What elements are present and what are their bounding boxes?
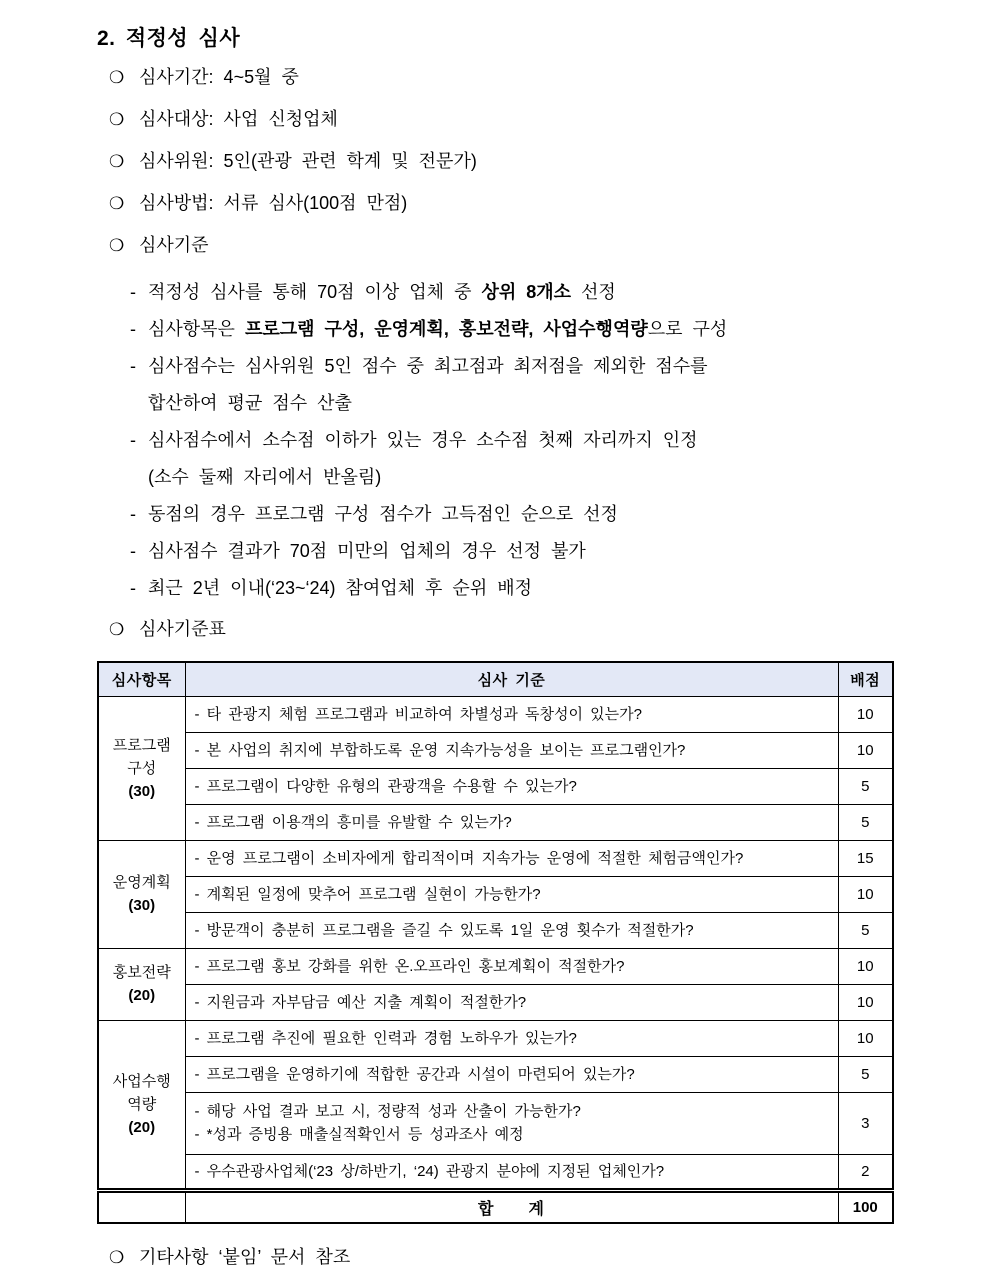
note-line: 심사점수 결과가 70점 미만의 업체의 경우 선정 불가 bbox=[148, 541, 586, 561]
dash-bullet: - bbox=[130, 282, 136, 302]
note-text-post: 으로 구성 bbox=[647, 319, 728, 339]
criterion-text: - 지원금과 자부담금 예산 지출 계획이 적절한가? bbox=[194, 993, 527, 1011]
points-cell: 5 bbox=[838, 1056, 893, 1092]
table-header-row bbox=[98, 662, 893, 696]
points-cell: 10 bbox=[838, 1020, 893, 1056]
criteria-note-text bbox=[148, 274, 954, 311]
category-label: 운영계획 bbox=[112, 874, 171, 891]
note-text-bold: 프로그램 구성, 운영계획, 홍보전략, 사업수행역량 bbox=[244, 319, 648, 339]
criterion-text: - 해당 사업 결과 보고 시, 정량적 성과 산출이 가능한가? bbox=[194, 1103, 581, 1120]
category-label: 프로그램 bbox=[112, 736, 171, 754]
criterion-cell bbox=[185, 1154, 838, 1190]
criteria-note-text bbox=[148, 570, 954, 607]
points-cell: 5 bbox=[838, 912, 893, 948]
note-text-pre: 심사항목은 bbox=[148, 319, 245, 339]
category-label: 사업수행 bbox=[112, 1072, 171, 1090]
criterion-text: - 프로그램 이용객의 흥미를 유발할 수 있는가? bbox=[194, 813, 512, 831]
footer-note bbox=[97, 1244, 954, 1271]
overview-item bbox=[97, 232, 954, 259]
table-row bbox=[98, 1154, 893, 1190]
criterion-cell bbox=[185, 1056, 838, 1092]
category-cell bbox=[98, 1020, 185, 1190]
points-cell: 10 bbox=[838, 696, 893, 732]
criterion-text: - 프로그램을 운영하기에 적합한 공간과 시설이 마련되어 있는가? bbox=[194, 1065, 635, 1083]
criteria-note bbox=[130, 422, 954, 496]
criterion-text: - 계획된 일정에 맞추어 프로그램 실현이 가능한가? bbox=[194, 885, 541, 903]
note-line: 심사점수는 심사위원 5인 점수 중 최고점과 최저점을 제외한 점수를 bbox=[148, 356, 708, 376]
criteria-note-text bbox=[148, 348, 954, 422]
circle-bullet-icon: ❍ bbox=[109, 236, 125, 255]
note-text-pre: 적정성 심사를 통해 70점 이상 업체 중 bbox=[148, 282, 482, 302]
circle-bullet-icon: ❍ bbox=[109, 68, 125, 87]
criterion-cell bbox=[185, 1092, 838, 1154]
criterion-cell bbox=[185, 912, 838, 948]
overview-item bbox=[97, 190, 954, 217]
dash-bullet: - bbox=[130, 578, 136, 598]
overview-item bbox=[97, 64, 954, 91]
table-row bbox=[98, 876, 893, 912]
overview-item-text: 심사기간: 4~5월 중 bbox=[139, 67, 299, 87]
criteria-note-text bbox=[148, 311, 954, 348]
criterion-cell bbox=[185, 768, 838, 804]
dash-bullet: - bbox=[130, 319, 136, 339]
criterion-cell bbox=[185, 840, 838, 876]
criterion-text: - *성과 증빙용 매출실적확인서 등 성과조사 예정 bbox=[194, 1126, 524, 1143]
note-line: 동점의 경우 프로그램 구성 점수가 고득점인 순으로 선정 bbox=[148, 504, 618, 524]
footer-note-text: 기타사항 ‘붙임’ 문서 참조 bbox=[139, 1247, 351, 1267]
overview-item bbox=[97, 616, 954, 643]
circle-bullet-icon: ❍ bbox=[109, 1248, 125, 1267]
criterion-cell bbox=[185, 984, 838, 1020]
table-row bbox=[98, 804, 893, 840]
category-score: (30) bbox=[128, 782, 156, 800]
circle-bullet-icon: ❍ bbox=[109, 620, 125, 639]
points-cell: 10 bbox=[838, 984, 893, 1020]
table-row bbox=[98, 732, 893, 768]
criteria-note bbox=[130, 348, 954, 422]
note-line: 심사점수에서 소수점 이하가 있는 경우 소수점 첫째 자리까지 인정 bbox=[148, 430, 698, 450]
category-label: 홍보전략 bbox=[112, 964, 171, 981]
table-row bbox=[98, 1056, 893, 1092]
header-cell-criteria: 심사 기준 bbox=[185, 662, 838, 696]
points-cell: 10 bbox=[838, 948, 893, 984]
category-label: 구성 bbox=[127, 759, 157, 777]
table-row bbox=[98, 696, 893, 732]
total-label: 합 계 bbox=[185, 1190, 838, 1223]
criteria-note bbox=[130, 274, 954, 311]
criteria-note bbox=[130, 533, 954, 570]
dash-bullet: - bbox=[130, 430, 136, 450]
criterion-cell bbox=[185, 696, 838, 732]
overview-item-text: 심사기준 bbox=[139, 235, 209, 255]
criteria-note-text bbox=[148, 422, 954, 496]
dash-bullet: - bbox=[130, 541, 136, 561]
criterion-text: - 방문객이 충분히 프로그램을 즐길 수 있도록 1일 운영 횟수가 적절한가? bbox=[194, 921, 694, 939]
category-score: (20) bbox=[128, 987, 156, 1004]
table-row bbox=[98, 912, 893, 948]
total-row bbox=[98, 1190, 893, 1223]
criterion-cell bbox=[185, 948, 838, 984]
table-row bbox=[98, 1092, 893, 1154]
category-cell bbox=[98, 696, 185, 840]
criterion-text: - 본 사업의 취지에 부합하도록 운영 지속가능성을 보이는 프로그램인가? bbox=[194, 741, 686, 759]
table-row bbox=[98, 984, 893, 1020]
circle-bullet-icon: ❍ bbox=[109, 110, 125, 129]
category-score: (20) bbox=[128, 1118, 156, 1136]
criterion-cell bbox=[185, 804, 838, 840]
points-cell: 5 bbox=[838, 804, 893, 840]
table-heading-text: 심사기준표 bbox=[139, 619, 226, 639]
criterion-text: - 프로그램 홍보 강화를 위한 온.오프라인 홍보계획이 적절한가? bbox=[194, 957, 625, 975]
criterion-cell bbox=[185, 876, 838, 912]
header-cell-points: 배점 bbox=[838, 662, 893, 696]
criteria-table-wrapper bbox=[97, 661, 954, 1224]
circle-bullet-icon: ❍ bbox=[109, 152, 125, 171]
circle-bullet-icon: ❍ bbox=[109, 194, 125, 213]
points-cell: 15 bbox=[838, 840, 893, 876]
overview-item-text: 심사대상: 사업 신청업체 bbox=[139, 109, 338, 129]
points-cell: 2 bbox=[838, 1154, 893, 1190]
note-line: 합산하여 평균 점수 산출 bbox=[148, 393, 352, 413]
criteria-note bbox=[130, 311, 954, 348]
criterion-cell bbox=[185, 732, 838, 768]
criteria-note-text bbox=[148, 496, 954, 533]
points-cell: 10 bbox=[838, 732, 893, 768]
points-cell: 10 bbox=[838, 876, 893, 912]
note-line: (소수 둘째 자리에서 반올림) bbox=[148, 467, 382, 487]
criteria-note-text bbox=[148, 533, 954, 570]
dash-bullet: - bbox=[130, 504, 136, 524]
overview-item bbox=[97, 106, 954, 133]
header-cell-category: 심사항목 bbox=[98, 662, 185, 696]
criterion-cell bbox=[185, 1020, 838, 1056]
category-cell bbox=[98, 948, 185, 1020]
points-cell: 3 bbox=[838, 1092, 893, 1154]
category-label: 역량 bbox=[127, 1095, 157, 1113]
criteria-note bbox=[130, 570, 954, 607]
category-cell bbox=[98, 840, 185, 948]
total-points: 100 bbox=[838, 1190, 893, 1223]
note-line: 최근 2년 이내(‘23~‘24) 참여업체 후 순위 배정 bbox=[148, 578, 532, 598]
criteria-table bbox=[97, 661, 894, 1224]
criterion-text: - 타 관광지 체험 프로그램과 비교하여 차별성과 독창성이 있는가? bbox=[194, 705, 642, 723]
criterion-text: - 프로그램 추진에 필요한 인력과 경험 노하우가 있는가? bbox=[194, 1029, 577, 1047]
table-row bbox=[98, 948, 893, 984]
dash-bullet: - bbox=[130, 356, 136, 376]
points-cell: 5 bbox=[838, 768, 893, 804]
overview-item-text: 심사방법: 서류 심사(100점 만점) bbox=[139, 193, 408, 213]
table-row bbox=[98, 768, 893, 804]
criterion-text: - 프로그램이 다양한 유형의 관광객을 수용할 수 있는가? bbox=[194, 777, 577, 795]
table-row bbox=[98, 840, 893, 876]
table-row bbox=[98, 1020, 893, 1056]
section-title: 2. 적정성 심사 bbox=[97, 27, 241, 50]
overview-item-text: 심사위원: 5인(관광 관련 학계 및 전문가) bbox=[139, 151, 477, 171]
note-text-post: 선정 bbox=[571, 282, 616, 302]
criteria-note bbox=[130, 496, 954, 533]
note-text-bold: 상위 8개소 bbox=[481, 282, 572, 302]
category-score: (30) bbox=[128, 897, 156, 914]
total-empty-cell bbox=[98, 1190, 185, 1223]
criterion-text: - 우수관광사업체(‘23 상/하반기, ‘24) 관광지 분야에 지정된 업체인가? bbox=[194, 1162, 665, 1180]
overview-item bbox=[97, 148, 954, 175]
criterion-text: - 운영 프로그램이 소비자에게 합리적이며 지속가능 운영에 적절한 체험금액인가? bbox=[194, 849, 744, 867]
